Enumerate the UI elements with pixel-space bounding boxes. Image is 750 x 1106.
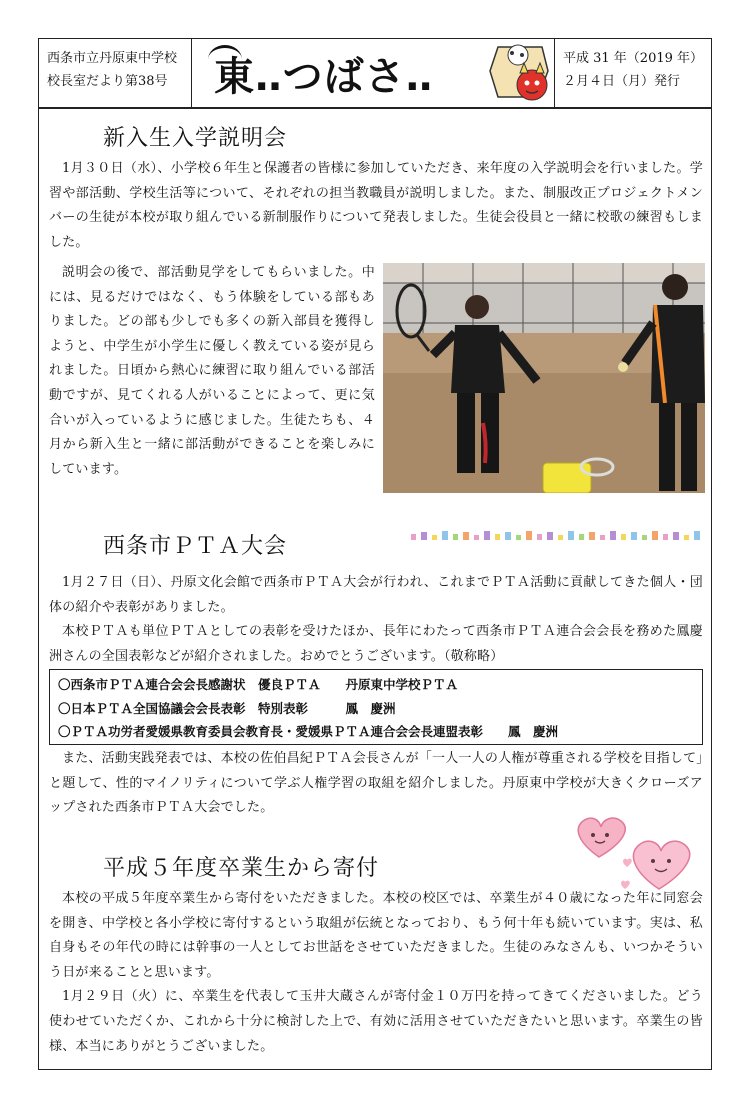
award-list	[49, 669, 703, 745]
masthead-right	[555, 39, 711, 107]
hearts-illustration	[569, 809, 709, 899]
masthead-left	[39, 39, 192, 107]
club-activity-photo	[383, 263, 705, 493]
school-name: 西条市立丹原東中学校	[47, 51, 178, 66]
newsletter-page	[38, 38, 712, 1070]
admission-paragraph-2	[49, 261, 375, 482]
section-title-pta: 西条市ＰＴＡ大会	[103, 534, 288, 559]
admission-text-2: 説明会の後で、部活動見学をしてもらいました。中には、見るだけではなく、もう体験をしている部もありました。どの部も少しでも多くの新入部員を獲得しようと、中学生が小学生に優しく教えている姿が見られました。日頃から熱心に練習に取り組んでいる部活動ですが、見てくれる人がいることによって、更に気合いが入っているように感じました。生徒たちも、４月から新入生と一緒に部活動ができることを楽しみにしています。	[49, 265, 375, 477]
award-item: 〇ＰＴＡ功労者愛媛県教育委員会教育長・愛媛県ＰＴＡ連合会会長連盟表彰 鳳 慶洲	[58, 724, 559, 739]
pta-text-3: また、活動実践発表では、本校の佐伯昌紀ＰＴＡ会長さんが「一人一人の人権が尊重される学校を目指して」と題して、性的マイノリティについて学ぶ人権学習の取組を紹介しました。丹原東中学校が大きくクローズアップされた西条市ＰＴＡ大会でした。	[49, 751, 703, 816]
pta-text-2: 本校ＰＴＡも単位ＰＴＡとしての表彰を受けたほか、長年にわたって西条市ＰＴＡ連合会会長を務めた鳳慶洲さんの全国表彰などが紹介されました。おめでとうございます。（敬称略）	[49, 624, 703, 664]
admission-paragraph-1	[49, 157, 703, 255]
section-title-donation: 平成５年度卒業生から寄付	[103, 856, 380, 881]
award-item: 〇日本ＰＴＡ全国協議会会長表彰 特別表彰 鳳 慶洲	[58, 700, 396, 716]
masthead-logo	[192, 39, 555, 107]
admission-text-1: 1月３０日（水）、小学校６年生と保護者の皆様に参加していただき、来年度の入学説明会を行いました。学習や部活動、学校生活等について、それぞれの担当教職員が説明しました。また、制服改正プロジェクトメンバーの生徒が本校が取り組んでいる新制服作りについて発表しました。生徒会役員と一緒に校歌の練習もしました。	[49, 161, 703, 250]
donation-paragraph	[49, 887, 703, 1059]
publication-year: 平成 31 年（2019 年）	[563, 51, 704, 66]
oni-mascot-icon	[482, 41, 554, 105]
pta-text-1: 1月２７日（日）、丹原文化会館で西条市ＰＴＡ大会が行われ、これまでＰＴＡ活動に貢献してきた個人・団体の紹介や表彰がありました。	[49, 575, 703, 615]
issue-number: 校長室だより第38号	[47, 74, 168, 89]
donation-text-1: 本校の平成５年度卒業生から寄付をいただきました。本校の校区では、卒業生が４０歳になった年に同窓会を開き、中学校と各小学校に寄付するという取組が伝統となっており、もう何十年も続いています。実は、私自身もその年代の時には幹事の一人としてお世話をさせていただきました。生徒のみなさんも、いつかそういう日が来ることと思います。	[49, 891, 703, 980]
pta-paragraph-1	[49, 571, 703, 669]
decorative-dot-divider	[411, 529, 703, 543]
newsletter-title: 東‥つばさ‥	[214, 54, 434, 100]
masthead	[39, 39, 711, 109]
award-item: 〇西条市ＰＴＡ連合会会長感謝状 優良ＰＴＡ 丹原東中学校ＰＴＡ	[58, 677, 459, 692]
section-title-admission: 新入生入学説明会	[103, 126, 288, 151]
donation-text-2: 1月２９日（火）に、卒業生を代表して玉井大蔵さんが寄付金１０万円を持ってきてくださいました。どう使わせていただくか、これから十分に検討した上で、有効に活用させていただきたいと思います。卒業生の皆様、本当にありがとうございました。	[49, 989, 703, 1054]
publication-date: ２月４日（月）発行	[563, 74, 681, 89]
